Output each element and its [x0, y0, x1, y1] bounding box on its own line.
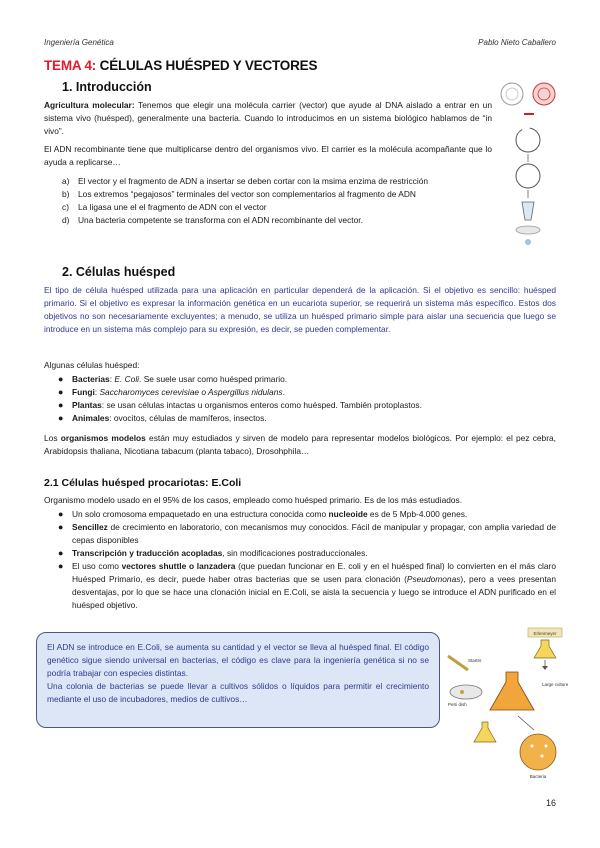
host-text: : ovocitos, células de mamíferos, insectos.: [109, 413, 267, 423]
list-item: [44, 508, 556, 521]
ecoli-list: [44, 508, 556, 612]
list-marker: b): [62, 189, 70, 199]
host-text: :: [94, 387, 100, 397]
list-item: [44, 399, 556, 412]
host-name: Fungi: [72, 387, 95, 397]
models-pre: Los: [44, 433, 61, 443]
item-bold: Transcripción y traducción acopladas: [72, 548, 223, 558]
item-post: (que puedan funcionar en E. coli y en el huésped final) lo convierten en el más claro Huésped Primario, es decir, puede haber otras bacterias que se usen para clonación (: [72, 561, 556, 584]
plate-label: Petri dish: [448, 702, 467, 707]
cut-plasmid-icon: [516, 128, 540, 152]
host-name: Animales: [72, 413, 110, 423]
list-text: El vector y el fragmento de ADN a insertar se deben cortar con la msima enzima de restricción: [78, 176, 429, 186]
bacteria-dot-icon: [531, 745, 534, 748]
list-item: [62, 201, 492, 214]
list-item: [44, 412, 556, 425]
flask-icon: [474, 722, 496, 742]
bullet: ●: [58, 548, 64, 558]
host-text: : se usan células intactas u organismos enteros como huésped. También protoplastos.: [101, 400, 422, 410]
item-bold: nucleoide: [328, 509, 368, 519]
list-item: [44, 560, 556, 612]
summary-callout: [36, 632, 440, 728]
large-flask-icon: [490, 672, 534, 710]
header-author: Pablo Nieto Caballero: [478, 38, 556, 47]
starter-label: Starter: [468, 658, 482, 663]
list-item: [44, 386, 556, 399]
bullet: ●: [58, 400, 64, 410]
host-name: Bacterias: [72, 374, 110, 384]
bullet: ●: [58, 413, 64, 423]
title-prefix: TEMA 4:: [44, 58, 97, 73]
arrow-icon: [518, 716, 534, 730]
flask-label: Erlenmeyer: [533, 631, 557, 636]
list-text: Una bacteria competente se transforma con el ADN recombinante del vector.: [78, 215, 363, 225]
list-text: La ligasa une el el fragmento de ADN con el vector: [78, 202, 267, 212]
models-bold: organismos modelos: [60, 433, 146, 443]
list-marker: d): [62, 215, 70, 225]
list-item: [44, 373, 556, 386]
item-pre: El uso como: [72, 561, 122, 571]
large-culture-label: Large culture: [542, 682, 569, 687]
page-title: [44, 58, 317, 73]
inner-ring-icon: [506, 88, 518, 100]
models-text: están muy estudiados y sirven de modelo para representar modelos biológicos. Por ejemplo: el pez cebra, Arabidopsis thaliana, Nicotiana tabacum (planta tabaco), Drosohphila…: [44, 433, 556, 456]
item-post: es de 5 Mpb-4.000 genes.: [367, 509, 468, 519]
pipette-icon: [448, 656, 468, 670]
bacteria-dot-icon: [545, 745, 548, 748]
arrowhead-icon: [542, 666, 548, 670]
item-bold: Sencillez: [72, 522, 108, 532]
models-paragraph: [44, 432, 556, 458]
section-2-1-heading: 2.1 Células huésped procariotas: E.Coli: [44, 477, 242, 489]
small-flask-icon: [534, 640, 556, 658]
bullet: ●: [58, 561, 64, 571]
cloning-diagram: [494, 80, 564, 250]
bullet: ●: [58, 374, 64, 384]
host-species: Saccharomyces cerevisiae o Aspergillus nidulans: [99, 387, 283, 397]
bullet: ●: [58, 522, 64, 532]
hosts-label: Algunas células huésped:: [44, 360, 140, 370]
section-1-heading: 1. Introducción: [62, 80, 152, 94]
item-post: , sin modificaciones postraduccionales.: [222, 548, 368, 558]
callout-paragraph-2: Una colonia de bacterias se puede llevar a cultivos sólidos o líquidos para permitir el crecimiento mediante el uso de incubadores, medios de cultivos…: [47, 681, 429, 704]
list-text: Los extremos “pegajosos” terminales del vector son complementarios al fragmento de ADN: [78, 189, 416, 199]
section-2-1-intro: Organismo modelo usado en el 95% de los casos, empleado como huésped primario. Es de los más estudiados.: [44, 495, 463, 505]
section-1-paragraph-2: El ADN recombinante tiene que multiplicarse dentro del organismos vivo. El carrier es la molécula acompañante que lo ayuda a replicarse…: [44, 144, 492, 167]
colony-icon: [525, 239, 531, 245]
item-italic: Pseudomonas: [406, 574, 461, 584]
culture-figure: [446, 626, 569, 782]
colony-icon: [460, 690, 464, 694]
section-1-paragraph-1: [44, 99, 492, 138]
host-rest: . Se suele usar como huésped primario.: [139, 374, 288, 384]
dish-icon: [516, 226, 540, 234]
tube-icon: [522, 202, 534, 220]
item-post: de crecimiento en laboratorio, con mecanismos muy conocidos. Fácil de manipular y propagar, con amplia variedad de cepas disponibles: [72, 522, 556, 545]
list-marker: a): [62, 176, 70, 186]
host-rest: .: [282, 387, 285, 397]
section-1-list: [62, 175, 492, 227]
bacteria-label: Bacteria: [529, 774, 547, 779]
recombinant-plasmid-icon: [516, 164, 540, 188]
item-post2: ), pero a vees presentan desventajas, por lo que se hace una clonación inicial en E.Coli, se aisla la secuencia y luego se introduce el ADN purificado en el huésped objetivo.: [72, 574, 556, 610]
section-2-heading: 2. Células huésped: [62, 265, 176, 279]
section-2-intro: El tipo de célula huésped utilizada para una aplicación en particular dependerá de la aplicación. Si el objetivo es sencillo: huésped primario. Si el objetivo es expresar la información genética en un eucariota superior, se requerirá un sistema más específico. Estos dos objetivos no son necesariamente excluyentes; a menudo, se utiliza un huésped primario simple para aislar una secuencia que luego se introduce en un sistema más complejo para su expresión, es decir, se pueden complementar.: [44, 285, 556, 334]
host-name: Plantas: [72, 400, 102, 410]
list-item: [62, 175, 492, 188]
petri-dish-icon: [450, 685, 482, 699]
bullet: ●: [58, 509, 64, 519]
bacteria-plate-icon: [520, 734, 556, 770]
dna-source-icon: [533, 83, 555, 105]
bullet: ●: [58, 387, 64, 397]
host-species: E. Coli: [114, 374, 140, 384]
list-item: [44, 521, 556, 547]
list-item: [44, 547, 556, 560]
item-pre: Un solo cromosoma empaquetado en una estructura conocida como: [72, 509, 329, 519]
item-bold: vectores shuttle o lanzadera: [121, 561, 236, 571]
list-item: [62, 188, 492, 201]
vector-plasmid-icon: [501, 83, 523, 105]
page-number: 16: [545, 798, 556, 808]
header-subject: Ingeniería Genética: [44, 38, 114, 47]
hosts-list: [44, 373, 556, 425]
list-marker: c): [62, 202, 69, 212]
title-text: CÉLULAS HUÉSPED Y VECTORES: [96, 58, 318, 73]
list-item: [62, 214, 492, 227]
p1-text: Tenemos que elegir una molécula carrier (vector) que ayude al DNA aislado a entrar en un sistema vivo (huésped), generalmente una bacteria. Cuando lo introducimos en un sistema biológico hablamos de “in vivo”.: [44, 100, 492, 136]
bacteria-dot-icon: [541, 755, 544, 758]
p1-bold: Agricultura molecular:: [44, 100, 135, 110]
callout-paragraph-1: El ADN se introduce en E.Coli, se aumenta su cantidad y el vector se lleva al huésped final. El código genético sigue siendo universal en bacterias, el código es clave para la ingeniería genética si no se podría trabajar con especies distintas.: [47, 642, 429, 678]
host-text: :: [109, 374, 115, 384]
